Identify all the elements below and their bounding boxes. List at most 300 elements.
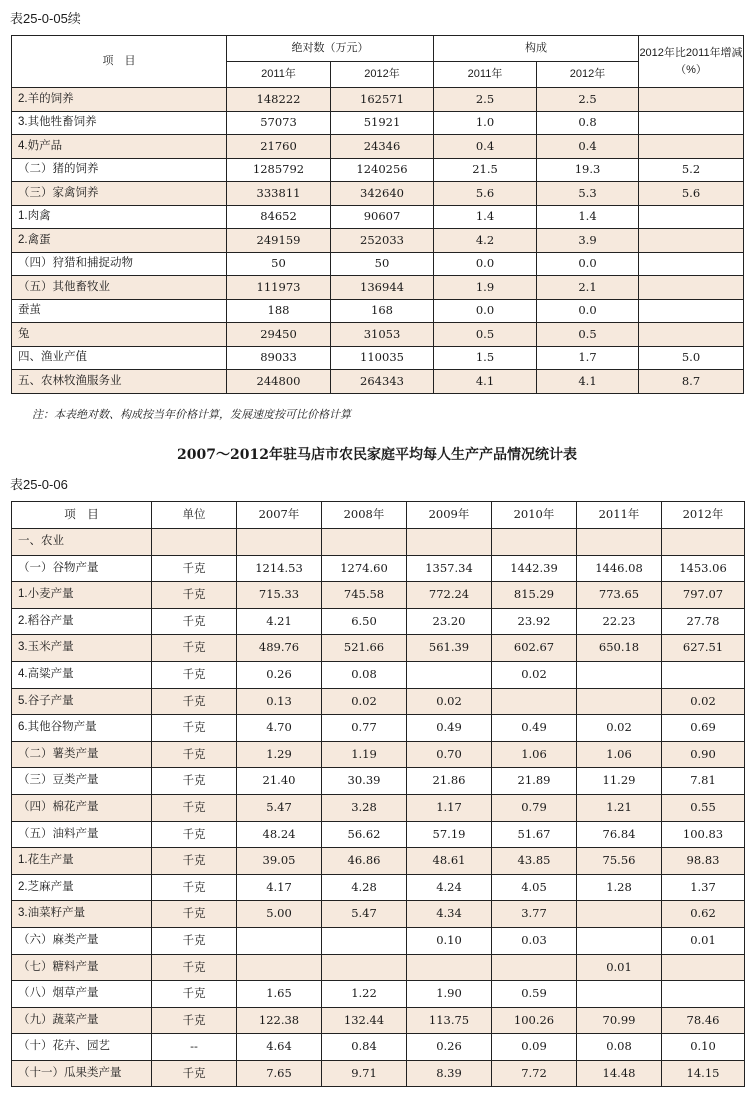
cell-value: 23.92 [492, 608, 577, 635]
cell-value: 21.89 [492, 768, 577, 795]
cell-value: 70.99 [577, 1007, 662, 1034]
cell-value: 50 [227, 252, 331, 276]
cell-value [639, 276, 744, 300]
column-header: 2010年 [492, 502, 577, 529]
column-header: 2008年 [322, 502, 407, 529]
row-label: 2.禽蛋 [12, 229, 227, 253]
cell-value: 0.90 [662, 741, 745, 768]
cell-value: 1442.39 [492, 555, 577, 582]
cell-value: 3.9 [537, 229, 639, 253]
cell-value: 27.78 [662, 608, 745, 635]
cell-value: 100.83 [662, 821, 745, 848]
cell-value: 0.08 [322, 661, 407, 688]
row-label: 兔 [12, 323, 227, 347]
cell-value [577, 661, 662, 688]
cell-value: 0.13 [237, 688, 322, 715]
table-row [12, 768, 745, 795]
row-unit: 千克 [152, 661, 237, 688]
cell-value: 1453.06 [662, 555, 745, 582]
cell-value: 21760 [227, 135, 331, 159]
cell-value: 56.62 [322, 821, 407, 848]
table-row [12, 848, 745, 875]
cell-value: 5.3 [537, 182, 639, 206]
cell-value: 3.28 [322, 794, 407, 821]
cell-value: 8.7 [639, 370, 744, 394]
cell-value: 1357.34 [407, 555, 492, 582]
table-row [12, 111, 744, 135]
cell-value [237, 927, 322, 954]
row-unit: 千克 [152, 715, 237, 742]
column-header: 单位 [152, 502, 237, 529]
row-unit: 千克 [152, 582, 237, 609]
cell-value: 30.39 [322, 768, 407, 795]
row-label: 3.玉米产量 [12, 635, 152, 662]
row-unit: 千克 [152, 688, 237, 715]
cell-value: 1.90 [407, 981, 492, 1008]
cell-value: 773.65 [577, 582, 662, 609]
table-row [12, 252, 744, 276]
cell-value: 0.02 [662, 688, 745, 715]
column-header: 2012年 [662, 502, 745, 529]
row-unit: 千克 [152, 848, 237, 875]
cell-value: 0.5 [434, 323, 537, 347]
row-label: （七）糖料产量 [12, 954, 152, 981]
cell-value: 110035 [331, 346, 434, 370]
table2-label: 表25-0-06 [10, 477, 68, 492]
cell-value: 0.0 [537, 299, 639, 323]
cell-value: 0.08 [577, 1034, 662, 1061]
cell-value: 76.84 [577, 821, 662, 848]
cell-value: 521.66 [322, 635, 407, 662]
row-unit: 千克 [152, 954, 237, 981]
row-label: 四、渔业产值 [12, 346, 227, 370]
row-label: （十一）瓜果类产量 [12, 1060, 152, 1087]
cell-value: 78.46 [662, 1007, 745, 1034]
row-unit: 千克 [152, 901, 237, 928]
cell-value: 3.77 [492, 901, 577, 928]
cell-value: 797.07 [662, 582, 745, 609]
column-header: 2011年 [577, 502, 662, 529]
cell-value: 148222 [227, 88, 331, 112]
cell-value [577, 529, 662, 556]
cell-value: 7.65 [237, 1060, 322, 1087]
cell-value: 0.4 [537, 135, 639, 159]
cell-value: 0.49 [492, 715, 577, 742]
row-label: 2.稻谷产量 [12, 608, 152, 635]
cell-value: 39.05 [237, 848, 322, 875]
table-row [12, 88, 744, 112]
cell-value: 4.21 [237, 608, 322, 635]
table-row [12, 874, 745, 901]
table-row [12, 688, 745, 715]
header-abs-2011: 2011年 [227, 62, 331, 88]
cell-value: 21.40 [237, 768, 322, 795]
row-label: 一、农业 [12, 529, 152, 556]
cell-value: 0.59 [492, 981, 577, 1008]
cell-value: 14.15 [662, 1060, 745, 1087]
table-1 [11, 35, 744, 394]
cell-value: 0.02 [322, 688, 407, 715]
cell-value: 1.21 [577, 794, 662, 821]
table-row [12, 1034, 745, 1061]
cell-value: 57073 [227, 111, 331, 135]
cell-value: 51921 [331, 111, 434, 135]
cell-value: 6.50 [322, 608, 407, 635]
table-row [12, 529, 745, 556]
cell-value: 75.56 [577, 848, 662, 875]
cell-value: 1285792 [227, 158, 331, 182]
header-composition: 构成 [434, 36, 639, 62]
cell-value: 772.24 [407, 582, 492, 609]
cell-value: 84652 [227, 205, 331, 229]
cell-value: 264343 [331, 370, 434, 394]
row-label: 4.高粱产量 [12, 661, 152, 688]
cell-value: 0.4 [434, 135, 537, 159]
row-unit: 千克 [152, 794, 237, 821]
cell-value: 602.67 [492, 635, 577, 662]
table-row [12, 927, 745, 954]
cell-value [322, 529, 407, 556]
table-row [12, 370, 744, 394]
cell-value: 43.85 [492, 848, 577, 875]
cell-value: 1.9 [434, 276, 537, 300]
row-unit: 千克 [152, 1007, 237, 1034]
cell-value: 4.34 [407, 901, 492, 928]
row-unit: 千克 [152, 927, 237, 954]
row-unit: 千克 [152, 635, 237, 662]
row-label: 1.花生产量 [12, 848, 152, 875]
cell-value: 650.18 [577, 635, 662, 662]
cell-value: 0.10 [662, 1034, 745, 1061]
cell-value: 627.51 [662, 635, 745, 662]
cell-value: 46.86 [322, 848, 407, 875]
cell-value: 1.7 [537, 346, 639, 370]
row-label: （十）花卉、园艺 [12, 1034, 152, 1061]
cell-value: 0.8 [537, 111, 639, 135]
cell-value: 0.01 [577, 954, 662, 981]
cell-value [639, 299, 744, 323]
cell-value: 0.03 [492, 927, 577, 954]
cell-value: 19.3 [537, 158, 639, 182]
cell-value: 5.6 [434, 182, 537, 206]
cell-value: 1.37 [662, 874, 745, 901]
cell-value: 2.1 [537, 276, 639, 300]
cell-value [662, 954, 745, 981]
cell-value [322, 954, 407, 981]
row-label: 2.羊的饲养 [12, 88, 227, 112]
row-label: 2.芝麻产量 [12, 874, 152, 901]
cell-value: 0.02 [407, 688, 492, 715]
table1-note: 注：本表绝对数、构成按当年价格计算，发展速度按可比价格计算 [32, 408, 351, 421]
cell-value: 4.1 [434, 370, 537, 394]
cell-value: 1.0 [434, 111, 537, 135]
cell-value: 5.6 [639, 182, 744, 206]
row-label: （六）麻类产量 [12, 927, 152, 954]
cell-value: 31053 [331, 323, 434, 347]
cell-value [492, 954, 577, 981]
cell-value: 0.69 [662, 715, 745, 742]
row-label: （五）油料产量 [12, 821, 152, 848]
row-label: 4.奶产品 [12, 135, 227, 159]
header-absolute: 绝对数（万元） [227, 36, 434, 62]
cell-value [662, 981, 745, 1008]
cell-value: 48.24 [237, 821, 322, 848]
table-row [12, 954, 745, 981]
cell-value: 1.06 [577, 741, 662, 768]
cell-value: 1.5 [434, 346, 537, 370]
cell-value: 8.39 [407, 1060, 492, 1087]
row-label: 五、农林牧渔服务业 [12, 370, 227, 394]
table-row [12, 794, 745, 821]
header-comp-2012: 2012年 [537, 62, 639, 88]
cell-value: 100.26 [492, 1007, 577, 1034]
cell-value: 9.71 [322, 1060, 407, 1087]
cell-value: 0.49 [407, 715, 492, 742]
cell-value: 22.23 [577, 608, 662, 635]
cell-value: 333811 [227, 182, 331, 206]
table-row [12, 555, 745, 582]
cell-value [492, 688, 577, 715]
cell-value: 1.19 [322, 741, 407, 768]
header-item: 项 目 [12, 36, 227, 88]
row-unit: 千克 [152, 555, 237, 582]
cell-value: 2.5 [537, 88, 639, 112]
cell-value: 0.09 [492, 1034, 577, 1061]
table-row [12, 1007, 745, 1034]
cell-value: 0.02 [577, 715, 662, 742]
cell-value: 111973 [227, 276, 331, 300]
cell-value: 1240256 [331, 158, 434, 182]
cell-value [639, 323, 744, 347]
cell-value: 23.20 [407, 608, 492, 635]
table-row [12, 715, 745, 742]
cell-value: 136944 [331, 276, 434, 300]
cell-value: 815.29 [492, 582, 577, 609]
header-abs-2012: 2012年 [331, 62, 434, 88]
row-unit: 千克 [152, 874, 237, 901]
cell-value: 4.24 [407, 874, 492, 901]
row-unit: 千克 [152, 741, 237, 768]
table-row [12, 741, 745, 768]
table-row [12, 981, 745, 1008]
cell-value: 2.5 [434, 88, 537, 112]
cell-value: 0.55 [662, 794, 745, 821]
row-label: 1.肉禽 [12, 205, 227, 229]
cell-value [492, 529, 577, 556]
cell-value [639, 88, 744, 112]
cell-value: 0.26 [237, 661, 322, 688]
cell-value [639, 205, 744, 229]
table-row [12, 1060, 745, 1087]
cell-value: 0.5 [537, 323, 639, 347]
cell-value: 7.81 [662, 768, 745, 795]
cell-value [639, 111, 744, 135]
cell-value: 489.76 [237, 635, 322, 662]
cell-value [639, 252, 744, 276]
cell-value: 21.86 [407, 768, 492, 795]
row-unit [152, 529, 237, 556]
cell-value: 1.29 [237, 741, 322, 768]
row-unit: -- [152, 1034, 237, 1061]
row-label: （一）谷物产量 [12, 555, 152, 582]
cell-value: 21.5 [434, 158, 537, 182]
table-row [12, 135, 744, 159]
table-row [12, 158, 744, 182]
table-row [12, 182, 744, 206]
cell-value [577, 688, 662, 715]
cell-value: 0.0 [537, 252, 639, 276]
cell-value: 0.10 [407, 927, 492, 954]
row-label: （二）薯类产量 [12, 741, 152, 768]
cell-value: 5.00 [237, 901, 322, 928]
cell-value: 1.22 [322, 981, 407, 1008]
row-label: （三）家禽饲养 [12, 182, 227, 206]
column-header: 2009年 [407, 502, 492, 529]
row-label: （四）棉花产量 [12, 794, 152, 821]
cell-value: 252033 [331, 229, 434, 253]
cell-value: 745.58 [322, 582, 407, 609]
cell-value: 7.72 [492, 1060, 577, 1087]
row-label: （五）其他畜牧业 [12, 276, 227, 300]
cell-value: 5.47 [237, 794, 322, 821]
table1-label: 表25-0-05续 [10, 11, 81, 26]
table-row [12, 205, 744, 229]
cell-value: 4.05 [492, 874, 577, 901]
cell-value: 90607 [331, 205, 434, 229]
cell-value: 0.0 [434, 252, 537, 276]
cell-value: 0.02 [492, 661, 577, 688]
cell-value [639, 135, 744, 159]
table-row [12, 323, 744, 347]
cell-value: 0.01 [662, 927, 745, 954]
table-row [12, 901, 745, 928]
table-row [12, 582, 745, 609]
cell-value: 0.79 [492, 794, 577, 821]
cell-value [407, 661, 492, 688]
cell-value: 1.4 [537, 205, 639, 229]
cell-value: 0.0 [434, 299, 537, 323]
row-label: （八）烟草产量 [12, 981, 152, 1008]
cell-value: 0.77 [322, 715, 407, 742]
row-unit: 千克 [152, 608, 237, 635]
row-label: 5.谷子产量 [12, 688, 152, 715]
table-row [12, 661, 745, 688]
cell-value [662, 529, 745, 556]
table-row [12, 299, 744, 323]
cell-value: 168 [331, 299, 434, 323]
cell-value: 1274.60 [322, 555, 407, 582]
cell-value: 1.17 [407, 794, 492, 821]
cell-value: 1.06 [492, 741, 577, 768]
row-unit: 千克 [152, 768, 237, 795]
cell-value [577, 901, 662, 928]
header-change: 2012年比2011年增减（%） [639, 36, 744, 88]
cell-value [662, 661, 745, 688]
row-label: （二）猪的饲养 [12, 158, 227, 182]
cell-value: 132.44 [322, 1007, 407, 1034]
table-row [12, 635, 745, 662]
row-label: 3.其他牲畜饲养 [12, 111, 227, 135]
cell-value [237, 529, 322, 556]
cell-value: 0.62 [662, 901, 745, 928]
cell-value: 1446.08 [577, 555, 662, 582]
column-header: 项 目 [12, 502, 152, 529]
table-2 [11, 501, 745, 1087]
cell-value: 4.17 [237, 874, 322, 901]
cell-value [407, 954, 492, 981]
table-row [12, 608, 745, 635]
cell-value: 162571 [331, 88, 434, 112]
cell-value: 715.33 [237, 582, 322, 609]
cell-value: 0.70 [407, 741, 492, 768]
row-label: 1.小麦产量 [12, 582, 152, 609]
cell-value: 244800 [227, 370, 331, 394]
cell-value: 57.19 [407, 821, 492, 848]
cell-value: 89033 [227, 346, 331, 370]
cell-value: 0.84 [322, 1034, 407, 1061]
cell-value: 98.83 [662, 848, 745, 875]
cell-value: 1214.53 [237, 555, 322, 582]
table-row [12, 346, 744, 370]
row-label: （九）蔬菜产量 [12, 1007, 152, 1034]
cell-value: 4.2 [434, 229, 537, 253]
table2-title: 2007～2012年驻马店市农民家庭平均每人生产产品情况统计表 [177, 447, 577, 463]
cell-value: 5.2 [639, 158, 744, 182]
table-row [12, 229, 744, 253]
cell-value [577, 927, 662, 954]
cell-value: 249159 [227, 229, 331, 253]
cell-value: 24346 [331, 135, 434, 159]
cell-value: 51.67 [492, 821, 577, 848]
cell-value: 1.4 [434, 205, 537, 229]
cell-value [237, 954, 322, 981]
cell-value: 48.61 [407, 848, 492, 875]
header-comp-2011: 2011年 [434, 62, 537, 88]
row-label: （四）狩猎和捕捉动物 [12, 252, 227, 276]
cell-value: 4.1 [537, 370, 639, 394]
cell-value: 4.28 [322, 874, 407, 901]
cell-value: 122.38 [237, 1007, 322, 1034]
column-header: 2007年 [237, 502, 322, 529]
cell-value [407, 529, 492, 556]
cell-value: 1.28 [577, 874, 662, 901]
row-unit: 千克 [152, 981, 237, 1008]
cell-value: 561.39 [407, 635, 492, 662]
row-label: 3.油菜籽产量 [12, 901, 152, 928]
row-unit: 千克 [152, 821, 237, 848]
row-label: （三）豆类产量 [12, 768, 152, 795]
row-label: 蚕茧 [12, 299, 227, 323]
row-unit: 千克 [152, 1060, 237, 1087]
cell-value: 5.0 [639, 346, 744, 370]
cell-value: 4.64 [237, 1034, 322, 1061]
table-row [12, 276, 744, 300]
cell-value [577, 981, 662, 1008]
cell-value [322, 927, 407, 954]
cell-value: 188 [227, 299, 331, 323]
cell-value: 50 [331, 252, 434, 276]
cell-value: 29450 [227, 323, 331, 347]
cell-value: 11.29 [577, 768, 662, 795]
cell-value: 14.48 [577, 1060, 662, 1087]
cell-value: 5.47 [322, 901, 407, 928]
row-label: 6.其他谷物产量 [12, 715, 152, 742]
cell-value: 0.26 [407, 1034, 492, 1061]
cell-value: 113.75 [407, 1007, 492, 1034]
cell-value: 1.65 [237, 981, 322, 1008]
cell-value: 4.70 [237, 715, 322, 742]
table-row [12, 821, 745, 848]
